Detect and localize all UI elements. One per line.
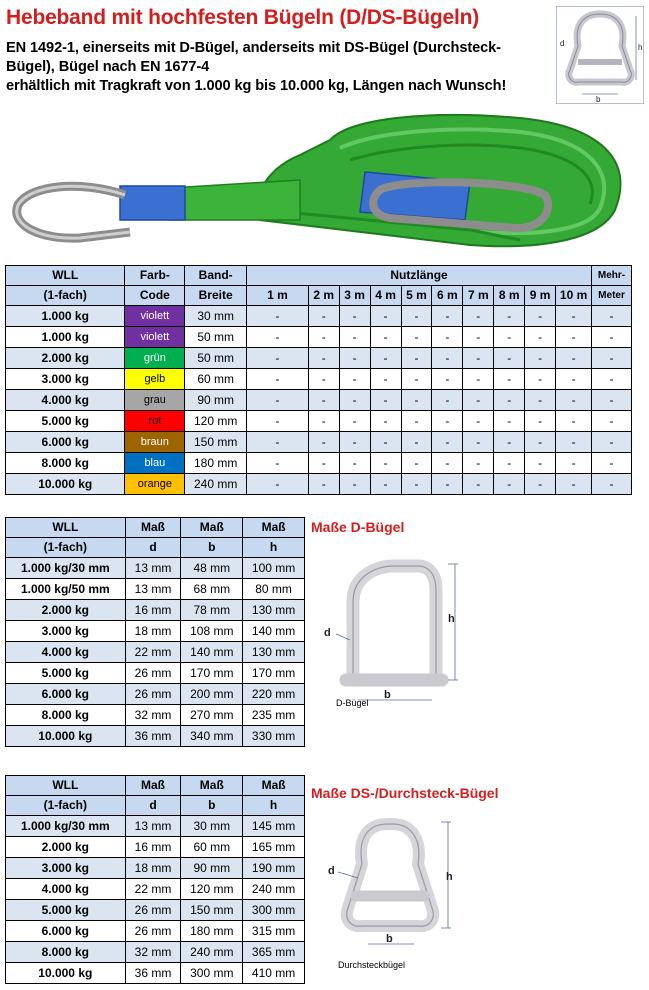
cell-wll: 1.000 kg <box>6 306 125 327</box>
cell-length: - <box>308 411 339 432</box>
cell-d: 22 mm <box>125 642 181 663</box>
table-row <box>6 432 632 453</box>
cell-length: - <box>463 327 494 348</box>
ds-diagram-b: b <box>386 933 393 945</box>
cell-length: - <box>370 369 401 390</box>
table-row <box>6 858 305 879</box>
table-row <box>6 474 632 495</box>
cell-length: - <box>401 390 432 411</box>
cell-color-code: braun <box>125 432 185 453</box>
cell-color-code: gelb <box>125 369 185 390</box>
table-row <box>6 390 632 411</box>
cell-length: - <box>308 348 339 369</box>
cell-h: 100 mm <box>243 558 305 579</box>
caption-ds-buegel: Maße DS-/Durchsteck-Bügel <box>311 785 499 801</box>
cell-h: 165 mm <box>243 837 305 858</box>
cell-b: 340 mm <box>181 726 243 747</box>
th-len-2: 2 m <box>308 286 339 306</box>
table-row <box>6 837 305 858</box>
cell-length: - <box>432 411 463 432</box>
cell-h: 130 mm <box>243 642 305 663</box>
cell-length: - <box>556 474 592 495</box>
cell-length: - <box>339 411 370 432</box>
table-row <box>6 705 305 726</box>
subtitle-line-3: erhältlich mit Tragkraft von 1.000 kg bis 10.000 kg, Längen nach Wunsch! <box>6 78 507 94</box>
th-wll: WLL <box>6 266 125 286</box>
cell-wll: 6.000 kg <box>6 432 125 453</box>
cell-d: 26 mm <box>125 900 181 921</box>
cell-band-width: 60 mm <box>185 369 247 390</box>
cell-color-code: grau <box>125 390 185 411</box>
cell-length: - <box>339 306 370 327</box>
cell-d: 13 mm <box>125 579 181 600</box>
cell-d: 26 mm <box>125 663 181 684</box>
ds-diagram-h: h <box>446 871 453 883</box>
cell-h: 235 mm <box>243 705 305 726</box>
cell-wll: 1.000 kg/30 mm <box>6 558 126 579</box>
cell-b: 30 mm <box>181 816 243 837</box>
cell-length: - <box>401 369 432 390</box>
cell-length: - <box>247 390 309 411</box>
cell-length: - <box>525 348 556 369</box>
cell-band-width: 50 mm <box>185 327 247 348</box>
cell-wll: 10.000 kg <box>6 726 126 747</box>
table-row <box>6 327 632 348</box>
cell-length: - <box>463 390 494 411</box>
cell-length: - <box>592 474 632 495</box>
cell-length: - <box>339 453 370 474</box>
cell-length: - <box>370 348 401 369</box>
cell-wll: 5.000 kg <box>6 900 126 921</box>
cell-length: - <box>432 327 463 348</box>
cell-d: 32 mm <box>125 705 181 726</box>
cell-length: - <box>401 327 432 348</box>
cell-wll: 3.000 kg <box>6 369 125 390</box>
cell-h: 240 mm <box>243 879 305 900</box>
cell-d: 32 mm <box>125 942 181 963</box>
cell-b: 60 mm <box>181 837 243 858</box>
table-row <box>6 663 305 684</box>
t3-th-mass-d: Maß <box>125 776 181 796</box>
ds-diagram-d: d <box>328 865 335 877</box>
cell-band-width: 50 mm <box>185 348 247 369</box>
cell-length: - <box>494 369 525 390</box>
cell-wll: 8.000 kg <box>6 453 125 474</box>
cell-length: - <box>339 390 370 411</box>
caption-d-buegel: Maße D-Bügel <box>311 519 405 535</box>
cell-d: 22 mm <box>125 879 181 900</box>
ds-shackle-thumbnail <box>556 6 644 104</box>
th-farb-2: Code <box>125 286 185 306</box>
cell-wll: 1.000 kg <box>6 327 125 348</box>
cell-d: 26 mm <box>125 921 181 942</box>
cell-length: - <box>308 390 339 411</box>
cell-h: 140 mm <box>243 621 305 642</box>
cell-length: - <box>592 369 632 390</box>
cell-length: - <box>494 432 525 453</box>
cell-length: - <box>592 411 632 432</box>
cell-length: - <box>463 369 494 390</box>
table-row <box>6 306 632 327</box>
subtitle-line-2: Bügel), Bügel nach EN 1677-4 <box>6 59 210 75</box>
table-row <box>6 369 632 390</box>
table-row <box>6 348 632 369</box>
cell-wll: 3.000 kg <box>6 621 126 642</box>
t2-th-d: d <box>125 538 181 558</box>
d-diagram-b: b <box>384 689 391 701</box>
cell-length: - <box>432 432 463 453</box>
cell-length: - <box>556 453 592 474</box>
cell-length: - <box>308 474 339 495</box>
cell-wll: 2.000 kg <box>6 600 126 621</box>
cell-length: - <box>247 432 309 453</box>
d-diagram-h: h <box>448 613 455 625</box>
th-wll-2: (1-fach) <box>6 286 125 306</box>
t2-th-b: b <box>181 538 243 558</box>
cell-wll: 2.000 kg <box>6 837 126 858</box>
cell-length: - <box>339 369 370 390</box>
table-row <box>6 963 305 984</box>
th-len-4: 4 m <box>370 286 401 306</box>
cell-d: 26 mm <box>125 684 181 705</box>
cell-length: - <box>432 306 463 327</box>
cell-length: - <box>339 474 370 495</box>
cell-d: 13 mm <box>125 816 181 837</box>
t2-th-mass-h: Maß <box>243 518 305 538</box>
cell-wll: 6.000 kg <box>6 921 126 942</box>
cell-wll: 4.000 kg <box>6 879 126 900</box>
th-len-5: 5 m <box>401 286 432 306</box>
cell-band-width: 30 mm <box>185 306 247 327</box>
cell-h: 145 mm <box>243 816 305 837</box>
table-row <box>6 453 632 474</box>
cell-length: - <box>592 432 632 453</box>
cell-b: 180 mm <box>181 921 243 942</box>
cell-length: - <box>247 348 309 369</box>
th-len-9: 9 m <box>525 286 556 306</box>
table-row <box>6 558 305 579</box>
cell-color-code: orange <box>125 474 185 495</box>
cell-wll: 1.000 kg/50 mm <box>6 579 126 600</box>
cell-length: - <box>525 453 556 474</box>
cell-length: - <box>494 390 525 411</box>
table-row <box>6 900 305 921</box>
cell-length: - <box>525 432 556 453</box>
cell-length: - <box>556 432 592 453</box>
cell-length: - <box>525 474 556 495</box>
cell-wll: 8.000 kg <box>6 942 126 963</box>
cell-h: 330 mm <box>243 726 305 747</box>
t2-th-wll-2: (1-fach) <box>6 538 126 558</box>
cell-wll: 8.000 kg <box>6 705 126 726</box>
t2-th-mass-d: Maß <box>125 518 181 538</box>
table-row <box>6 942 305 963</box>
table-d-buegel <box>5 517 305 747</box>
cell-b: 68 mm <box>181 579 243 600</box>
ds-shackle-diagram <box>318 812 468 964</box>
t3-th-d: d <box>125 796 181 816</box>
cell-d: 18 mm <box>125 858 181 879</box>
cell-length: - <box>401 411 432 432</box>
cell-length: - <box>494 453 525 474</box>
cell-d: 36 mm <box>125 726 181 747</box>
cell-h: 190 mm <box>243 858 305 879</box>
cell-b: 108 mm <box>181 621 243 642</box>
cell-length: - <box>370 453 401 474</box>
cell-length: - <box>401 348 432 369</box>
cell-d: 16 mm <box>125 837 181 858</box>
t3-th-wll-2: (1-fach) <box>6 796 126 816</box>
cell-length: - <box>556 390 592 411</box>
cell-length: - <box>247 453 309 474</box>
cell-length: - <box>556 327 592 348</box>
cell-length: - <box>463 453 494 474</box>
cell-length: - <box>401 432 432 453</box>
table-row <box>6 921 305 942</box>
d-shackle-diagram <box>318 550 468 712</box>
cell-b: 240 mm <box>181 942 243 963</box>
cell-b: 300 mm <box>181 963 243 984</box>
t2-th-wll: WLL <box>6 518 126 538</box>
cell-h: 300 mm <box>243 900 305 921</box>
cell-length: - <box>525 390 556 411</box>
t2-th-h: h <box>243 538 305 558</box>
th-len-8: 8 m <box>494 286 525 306</box>
table-row <box>6 879 305 900</box>
cell-length: - <box>525 327 556 348</box>
cell-wll: 4.000 kg <box>6 390 125 411</box>
cell-band-width: 90 mm <box>185 390 247 411</box>
cell-length: - <box>463 474 494 495</box>
cell-length: - <box>432 348 463 369</box>
cell-wll: 2.000 kg <box>6 348 125 369</box>
cell-length: - <box>525 306 556 327</box>
dim-d-label: d <box>560 39 565 48</box>
th-len-3: 3 m <box>339 286 370 306</box>
table-row <box>6 816 305 837</box>
table-row <box>6 684 305 705</box>
cell-h: 365 mm <box>243 942 305 963</box>
cell-length: - <box>592 390 632 411</box>
cell-length: - <box>339 327 370 348</box>
table-nutzlaenge <box>5 265 632 495</box>
th-band-2: Breite <box>185 286 247 306</box>
cell-wll: 4.000 kg <box>6 642 126 663</box>
cell-color-code: blau <box>125 453 185 474</box>
dim-h-label: h <box>638 43 643 52</box>
cell-length: - <box>247 474 309 495</box>
cell-color-code: violett <box>125 327 185 348</box>
table-row <box>6 621 305 642</box>
cell-length: - <box>432 474 463 495</box>
t2-th-mass-b: Maß <box>181 518 243 538</box>
page-title: Hebeband mit hochfesten Bügeln (D/DS-Bügeln) <box>6 6 480 29</box>
cell-length: - <box>463 432 494 453</box>
cell-b: 270 mm <box>181 705 243 726</box>
cell-length: - <box>308 327 339 348</box>
cell-band-width: 240 mm <box>185 474 247 495</box>
cell-wll: 5.000 kg <box>6 411 125 432</box>
table-row <box>6 642 305 663</box>
cell-length: - <box>432 390 463 411</box>
cell-length: - <box>308 306 339 327</box>
t3-th-h: h <box>243 796 305 816</box>
th-len-10: 10 m <box>556 286 592 306</box>
table-ds-buegel <box>5 775 305 984</box>
d-diagram-d: d <box>324 627 331 639</box>
cell-length: - <box>370 306 401 327</box>
cell-length: - <box>370 327 401 348</box>
th-len-1: 1 m <box>247 286 309 306</box>
cell-length: - <box>592 453 632 474</box>
dim-b-label: b <box>596 95 601 104</box>
cell-length: - <box>432 369 463 390</box>
cell-length: - <box>494 327 525 348</box>
cell-length: - <box>494 306 525 327</box>
cell-length: - <box>463 411 494 432</box>
cell-b: 120 mm <box>181 879 243 900</box>
t3-th-mass-b: Maß <box>181 776 243 796</box>
cell-length: - <box>463 348 494 369</box>
cell-length: - <box>370 474 401 495</box>
cell-band-width: 180 mm <box>185 453 247 474</box>
cell-wll: 1.000 kg/30 mm <box>6 816 126 837</box>
cell-length: - <box>494 474 525 495</box>
cell-d: 18 mm <box>125 621 181 642</box>
cell-length: - <box>432 453 463 474</box>
cell-b: 90 mm <box>181 858 243 879</box>
table-row <box>6 600 305 621</box>
cell-length: - <box>494 411 525 432</box>
cell-length: - <box>339 348 370 369</box>
cell-length: - <box>401 453 432 474</box>
th-farb: Farb- <box>125 266 185 286</box>
cell-color-code: violett <box>125 306 185 327</box>
d-buegel-image-label: D-Bügel <box>336 698 369 708</box>
cell-wll: 6.000 kg <box>6 684 126 705</box>
th-len-6: 6 m <box>432 286 463 306</box>
cell-length: - <box>339 432 370 453</box>
cell-wll: 10.000 kg <box>6 963 126 984</box>
cell-length: - <box>308 432 339 453</box>
th-band: Band- <box>185 266 247 286</box>
cell-length: - <box>556 369 592 390</box>
cell-b: 140 mm <box>181 642 243 663</box>
cell-length: - <box>556 306 592 327</box>
subtitle-line-1: EN 1492-1, einerseits mit D-Bügel, anderseits mit DS-Bügel (Durchsteck- <box>6 40 501 56</box>
cell-length: - <box>525 411 556 432</box>
cell-length: - <box>370 411 401 432</box>
ds-buegel-image-label: Durchsteckbügel <box>338 960 406 970</box>
cell-length: - <box>494 348 525 369</box>
cell-length: - <box>247 327 309 348</box>
t3-th-b: b <box>181 796 243 816</box>
th-mehr: Mehr- <box>592 266 632 286</box>
cell-d: 36 mm <box>125 963 181 984</box>
product-illustration <box>0 100 649 260</box>
t3-th-mass-h: Maß <box>243 776 305 796</box>
cell-length: - <box>556 411 592 432</box>
cell-b: 150 mm <box>181 900 243 921</box>
th-mehr-2: Meter <box>592 286 632 306</box>
cell-length: - <box>247 369 309 390</box>
cell-b: 48 mm <box>181 558 243 579</box>
cell-color-code: rot <box>125 411 185 432</box>
cell-color-code: grün <box>125 348 185 369</box>
cell-b: 170 mm <box>181 663 243 684</box>
cell-h: 315 mm <box>243 921 305 942</box>
cell-h: 220 mm <box>243 684 305 705</box>
cell-length: - <box>370 432 401 453</box>
cell-length: - <box>525 369 556 390</box>
cell-length: - <box>556 348 592 369</box>
cell-length: - <box>370 390 401 411</box>
cell-length: - <box>401 306 432 327</box>
table-row <box>6 579 305 600</box>
th-len-7: 7 m <box>463 286 494 306</box>
cell-length: - <box>308 369 339 390</box>
cell-length: - <box>308 453 339 474</box>
cell-wll: 10.000 kg <box>6 474 125 495</box>
cell-band-width: 120 mm <box>185 411 247 432</box>
cell-h: 80 mm <box>243 579 305 600</box>
cell-length: - <box>592 348 632 369</box>
cell-d: 16 mm <box>125 600 181 621</box>
cell-b: 78 mm <box>181 600 243 621</box>
cell-wll: 5.000 kg <box>6 663 126 684</box>
cell-h: 410 mm <box>243 963 305 984</box>
cell-length: - <box>247 306 309 327</box>
cell-wll: 3.000 kg <box>6 858 126 879</box>
cell-length: - <box>247 411 309 432</box>
table-row <box>6 726 305 747</box>
cell-h: 170 mm <box>243 663 305 684</box>
cell-length: - <box>592 306 632 327</box>
cell-h: 130 mm <box>243 600 305 621</box>
t3-th-wll: WLL <box>6 776 126 796</box>
cell-length: - <box>401 474 432 495</box>
cell-b: 200 mm <box>181 684 243 705</box>
cell-band-width: 150 mm <box>185 432 247 453</box>
table-row <box>6 411 632 432</box>
cell-length: - <box>592 327 632 348</box>
th-nutzlaenge: Nutzlänge <box>247 266 592 286</box>
cell-d: 13 mm <box>125 558 181 579</box>
cell-length: - <box>463 306 494 327</box>
